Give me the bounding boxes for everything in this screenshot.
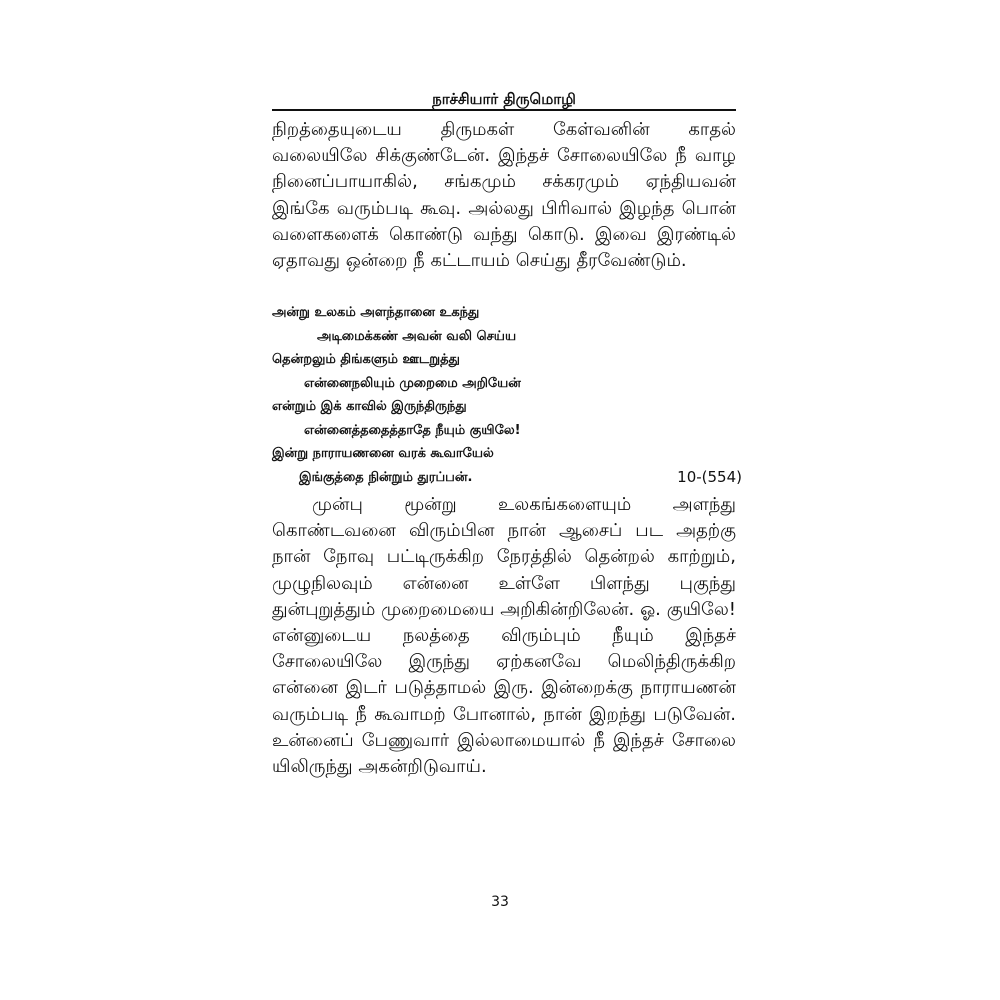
prose-paragraph-2-text: முன்பு மூன்று உலகங்களையும் அளந்து கொண்டவனை விரும்பின நான் ஆசைப் பட அதற்கு நான் நோவு பட்டிருக்கிற நேரத்தில் தென்றல் காற்றும், முழுநிலவும் என்னை உள்ளே பிளந்து புகுந்து துன்புறுத்தும் முறைமையை அறிகின்றிலேன். ஓ. குயிலே! என்னுடைய நலத்தை விரும்பும் நீயும் இந்தச் சோலையிலே இருந்து ஏற்கனவே மெலிந்திருக்கிற என்னை இடர் படுத்தாமல் இரு. இன்றைக்கு நாராயணன் வரும்படி நீ கூவாமற் போனால், நான் இறந்து படுவேன். உன்னைப் பேணுவார் இல்லாமையால் நீ இந்தச் சோலை யிலிருந்து அகன்றிடுவாய். <box>272 494 736 778</box>
verse-line-5: என்றும் இக் காவில் இருந்திருந்து <box>272 399 467 414</box>
verse-line-6: என்னைத்ததைத்தாதே நீயும் குயிலே! <box>304 422 521 438</box>
verse-last-row <box>272 466 742 490</box>
verse-block <box>272 301 742 489</box>
header-rule <box>272 109 736 111</box>
verse-line-1: அன்று உலகம் அளந்தானை உகந்து <box>272 305 480 320</box>
verse-line-2: அடிமைக்கண் அவன் வலி செய்ய <box>317 328 517 344</box>
verse-line-8: இங்குத்தை நின்றும் துரப்பன். <box>299 469 473 485</box>
verse-line-7: இன்று நாராயணனை வரக் கூவாயேல் <box>272 446 494 461</box>
page-number: 33 <box>491 894 509 910</box>
prose-paragraph-2 <box>272 492 736 780</box>
page-title: நாச்சியார் திருமொழி <box>432 90 576 108</box>
prose-paragraph-1 <box>272 117 736 274</box>
verse-line-3: தென்றலும் திங்களும் ஊடறுத்து <box>272 352 460 367</box>
page-header <box>272 90 736 111</box>
verse-line-4: என்னைநலியும் முறைமை அறியேன் <box>304 375 521 391</box>
verse-number: 10-(554) <box>677 467 742 486</box>
prose-paragraph-1-text: நிறத்தையுடைய திருமகள் கேள்வனின் காதல் வலையிலே சிக்குண்டேன். இந்தச் சோலையிலே நீ வாழ நினைப்பாயாகில், சங்கமும் சக்கரமும் ஏந்தியவன் இங்கே வரும்படி கூவு. அல்லது பிரிவால் இழந்த பொன் வளைகளைக் கொண்டு வந்து கொடு. இவை இரண்டில் ஏதாவது ஒன்றை நீ கட்டாயம் செய்து தீரவேண்டும். <box>272 119 736 272</box>
